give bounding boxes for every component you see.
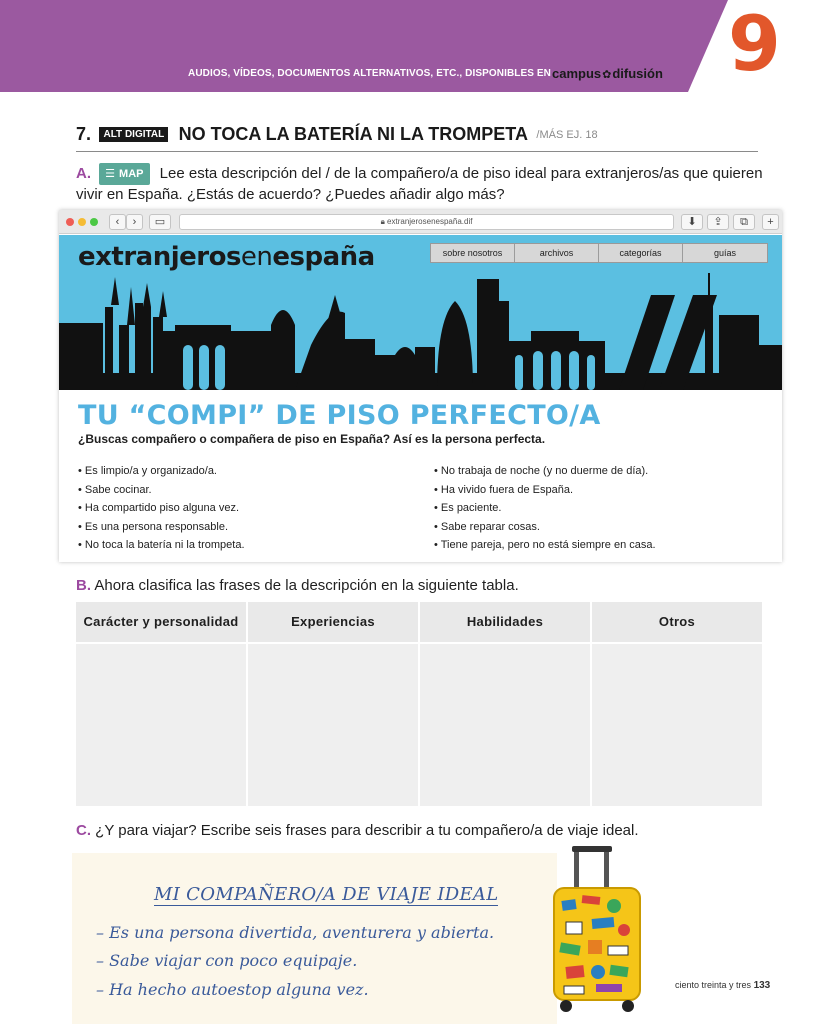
- section-a-text: Lee esta descripción del / de la compañero/a de piso ideal para extranjeros/as que quieren vivir en España. ¿Estás de acuerdo? ¿Puedes añadir algo más?: [76, 165, 763, 203]
- section-c-text: ¿Y para viajar? Escribe seis frases para describir a tu compañero/a de viaje ideal.: [95, 822, 639, 839]
- list-item: • Es una persona responsable.: [78, 518, 245, 537]
- note-title: MI COMPAÑERO/A DE VIAJE IDEAL: [154, 884, 499, 905]
- note-line: – Es una persona divertida, aventurera y abierta.: [96, 923, 495, 942]
- page-footer: [675, 980, 770, 991]
- sidebar-icon[interactable]: ▭: [149, 214, 171, 230]
- site-logo-part1: extranjeros: [78, 242, 241, 272]
- suitcase-illustration: [548, 846, 648, 1014]
- table-cell-others[interactable]: [592, 644, 762, 806]
- url-text: extranjerosenespaña.dif: [387, 217, 473, 226]
- note-line: – Ha hecho autoestop alguna vez.: [96, 980, 369, 999]
- new-tab-icon[interactable]: +: [762, 214, 779, 230]
- campus-difusion-logo[interactable]: [552, 66, 663, 81]
- section-b-instruction: [76, 577, 519, 594]
- share-icon[interactable]: ⇪: [707, 214, 729, 230]
- tabs-icon[interactable]: ⧉: [733, 214, 755, 230]
- column-header-skills: Habilidades: [420, 602, 590, 642]
- section-c-letter: C.: [76, 822, 91, 839]
- exercise-number: 7.: [76, 124, 92, 144]
- article-subheadline: ¿Buscas compañero o compañera de piso en España? Así es la persona perfecta.: [78, 432, 546, 446]
- section-b-letter: B.: [76, 577, 91, 594]
- nav-item-categories[interactable]: categorías: [599, 244, 683, 262]
- banner-text: AUDIOS, VÍDEOS, DOCUMENTOS ALTERNATIVOS, ETC., DISPONIBLES EN: [188, 68, 551, 79]
- list-item: • Sabe reparar cosas.: [434, 518, 656, 537]
- minimize-window-icon[interactable]: [78, 218, 86, 226]
- classification-table: [76, 602, 758, 806]
- exercise-heading: NO TOCA LA BATERÍA NI LA TROMPETA: [178, 124, 528, 144]
- maximize-window-icon[interactable]: [90, 218, 98, 226]
- list-item: • Tiene pareja, pero no está siempre en casa.: [434, 536, 656, 555]
- url-bar[interactable]: [179, 214, 674, 230]
- column-header-experiences: Experiencias: [248, 602, 418, 642]
- list-item: • Ha vivido fuera de España.: [434, 481, 656, 500]
- traits-list-right: [434, 462, 656, 555]
- page-number: 133: [753, 980, 771, 991]
- menu-lines-icon: ☰: [105, 168, 116, 180]
- lock-icon: 🔒︎: [380, 217, 388, 226]
- column-header-others: Otros: [592, 602, 762, 642]
- list-item: • Ha compartido piso alguna vez.: [78, 499, 245, 518]
- table-cell-skills[interactable]: [420, 644, 590, 806]
- browser-toolbar: [59, 210, 782, 234]
- article-headline: TU “COMPI” DE PISO PERFECTO/A: [78, 400, 601, 431]
- site-logo-part3: españa: [272, 242, 375, 272]
- section-a-instruction: [76, 163, 766, 205]
- site-logo-part2: en: [240, 242, 273, 272]
- site-nav: [430, 243, 768, 263]
- table-cell-character[interactable]: [76, 644, 246, 806]
- exercise-reference: /MÁS EJ. 18: [536, 128, 598, 141]
- campus-logo-left: campus: [552, 66, 602, 81]
- browser-window: [59, 210, 782, 562]
- section-b-text: Ahora clasifica las frases de la descripción en la siguiente tabla.: [94, 577, 519, 594]
- download-icon[interactable]: ⬇: [681, 214, 703, 230]
- column-header-character: Carácter y personalidad: [76, 602, 246, 642]
- map-badge-label: MAP: [119, 168, 144, 180]
- list-item: • No trabaja de noche (y no duerme de día).: [434, 462, 656, 481]
- list-item: • Es limpio/a y organizado/a.: [78, 462, 245, 481]
- page-number-words: ciento treinta y tres: [675, 980, 752, 990]
- note-line: – Sabe viajar con poco equipaje.: [96, 951, 358, 970]
- section-c-instruction: [76, 822, 639, 839]
- list-item: • No toca la batería ni la trompeta.: [78, 536, 245, 555]
- nav-item-guides[interactable]: guías: [713, 248, 737, 258]
- list-item: • Es paciente.: [434, 499, 656, 518]
- section-a-letter: A.: [76, 165, 91, 182]
- site-header: [59, 235, 782, 390]
- close-window-icon[interactable]: [66, 218, 74, 226]
- alt-digital-badge[interactable]: ALT DIGITAL: [99, 127, 168, 142]
- back-icon[interactable]: ‹: [109, 214, 126, 230]
- forward-icon[interactable]: ›: [126, 214, 143, 230]
- list-item: • Sabe cocinar.: [78, 481, 245, 500]
- traits-list-left: [78, 462, 245, 555]
- unit-number: 9: [728, 0, 781, 88]
- nav-item-archives[interactable]: archivos: [515, 244, 599, 262]
- site-logo[interactable]: [78, 242, 375, 272]
- campus-logo-right: difusión: [612, 66, 663, 81]
- table-cell-experiences[interactable]: [248, 644, 418, 806]
- map-badge[interactable]: [99, 163, 149, 185]
- paw-icon: ✿: [602, 69, 612, 81]
- nav-item-about[interactable]: sobre nosotros: [431, 244, 515, 262]
- example-note: [72, 853, 557, 1024]
- exercise-title-row: [76, 124, 758, 152]
